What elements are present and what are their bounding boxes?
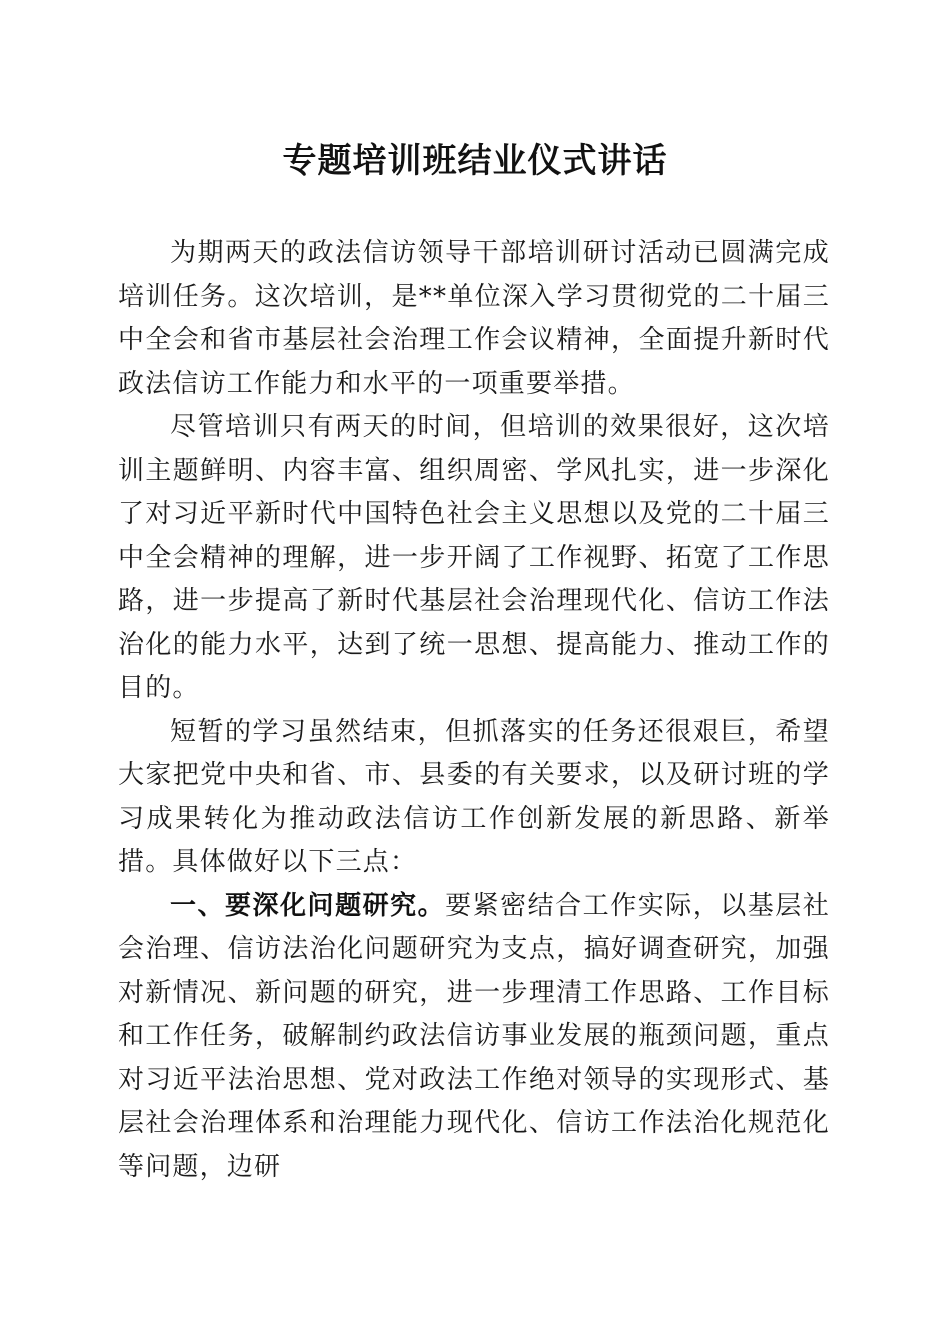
section-one-heading: 一、要深化问题研究。 [170, 890, 446, 921]
paragraph-2: 尽管培训只有两天的时间，但培训的效果很好，这次培训主题鲜明、内容丰富、组织周密、学风扎实，进一步深化了对习近平新时代中国特色社会主义思想以及党的二十届三中全会精神的理解，进一步开阔了工作视野、拓宽了工作思路，进一步提高了新时代基层社会治理现代化、信访工作法治化的能力水平，达到了统一思想、提高能力、推动工作的目的。 [118, 412, 830, 703]
document-body [118, 232, 830, 1189]
paragraph-3: 短暂的学习虽然结束，但抓落实的任务还很艰巨，希望大家把党中央和省、市、县委的有关要求，以及研讨班的学习成果转化为推动政法信访工作创新发展的新思路、新举措。具体做好以下三点： [118, 716, 830, 877]
paragraph-1: 为期两天的政法信访领导干部培训研讨活动已圆满完成培训任务。这次培训，是**单位深入学习贯彻党的二十届三中全会和省市基层社会治理工作会议精神，全面提升新时代政法信访工作能力和水平的一项重要举措。 [118, 238, 830, 399]
section-one-paragraph [118, 885, 830, 1190]
document-title: 专题培训班结业仪式讲话 [282, 141, 668, 181]
section-one-text: 要紧密结合工作实际，以基层社会治理、信访法治化问题研究为支点，搞好调查研究，加强对新情况、新问题的研究，进一步理清工作思路、工作目标和工作任务，破解制约政法信访事业发展的瓶颈问题，重点对习近平法治思想、党对政法工作绝对领导的实现形式、基层社会治理体系和治理能力现代化、信访工作法治化规范化等问题，边研 [118, 890, 830, 1182]
